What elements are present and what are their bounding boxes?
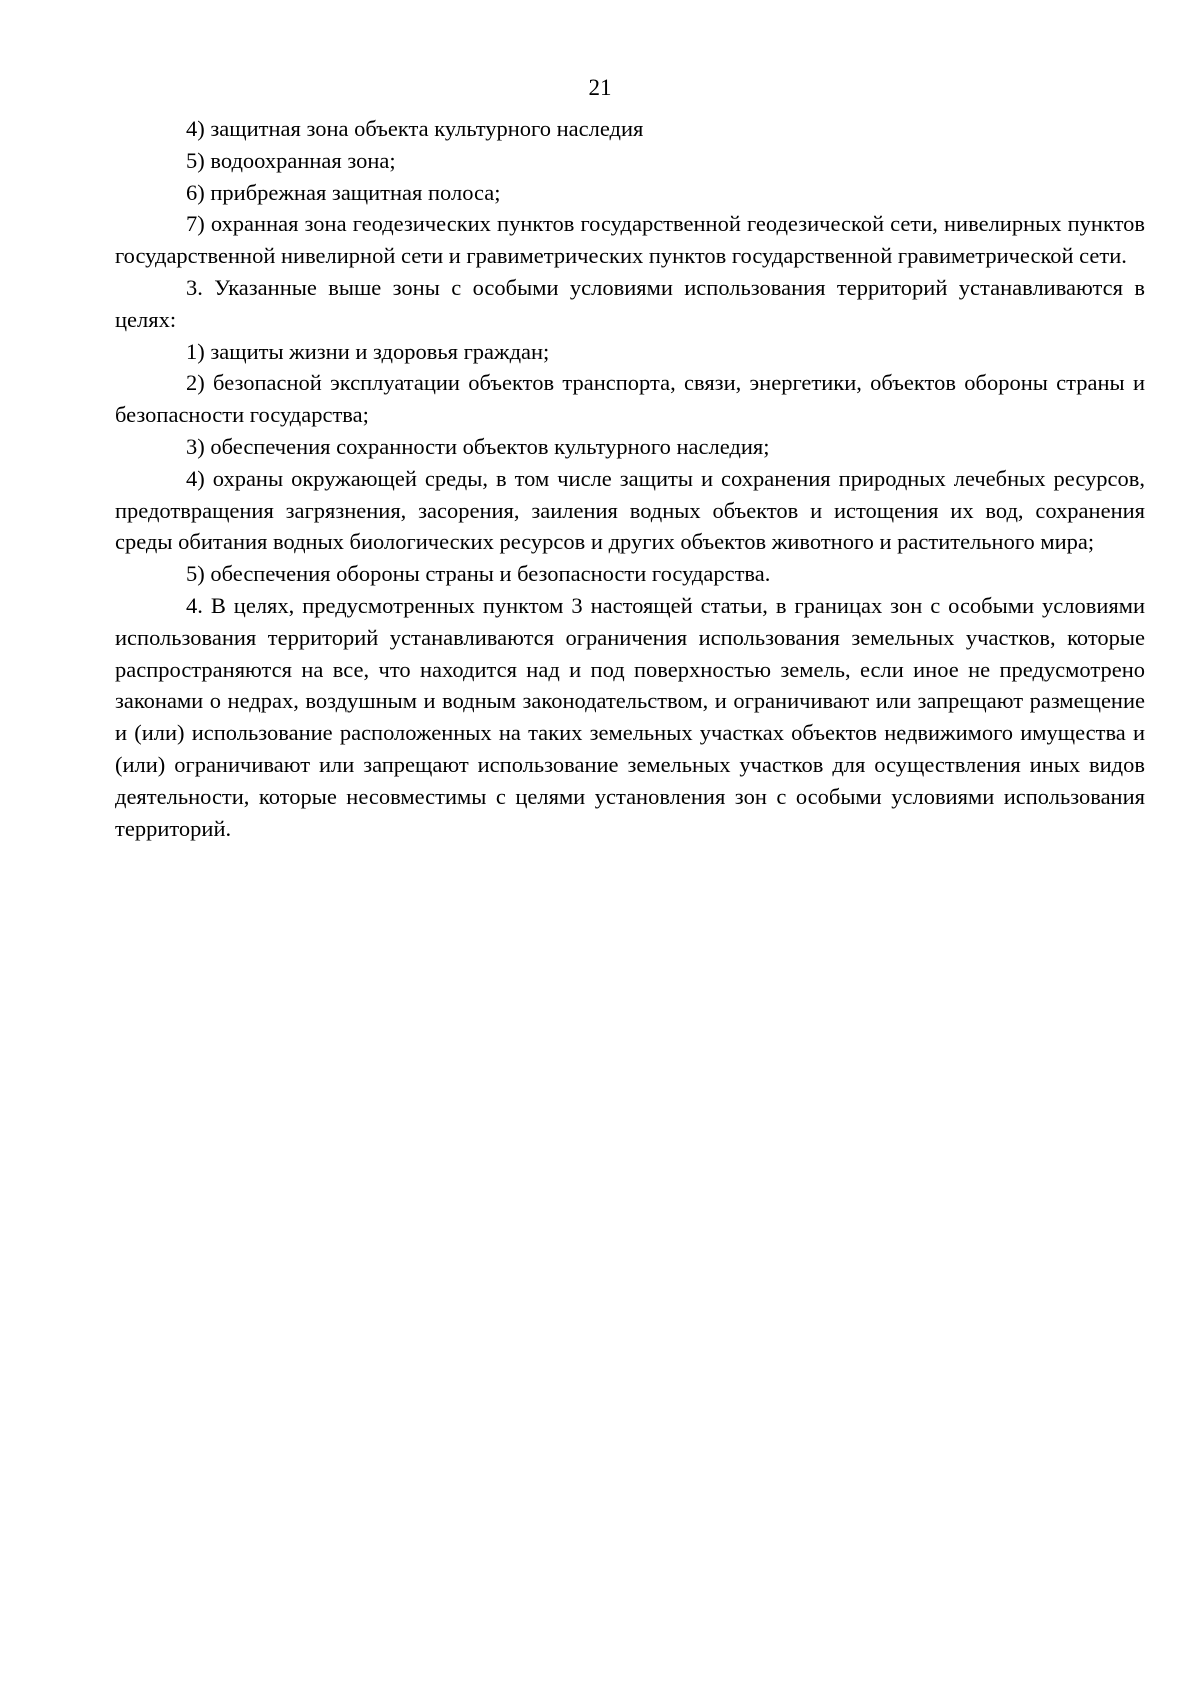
clause-paragraph: 4. В целях, предусмотренных пунктом 3 настоящей статьи, в границах зон с особыми условиями использования территорий устанавливаются ограничения использования земельных участков, которые распространяются на все, что находится над и под поверхностью земель, если иное не предусмотрено законами о недрах, воздушным и водным законодательством, и ограничивают или запрещают размещение и (или) использование расположенных на таких земельных участках объектов недвижимого имущества и (или) ограничивают или запрещают использование земельных участков для осуществления иных видов деятельности, которые несовместимы с целями установления зон с особыми условиями использования территорий. — [115, 592, 1145, 841]
list-item: 2) безопасной эксплуатации объектов транспорта, связи, энергетики, объектов обороны страны и безопасности государства; — [115, 370, 1145, 428]
list-item: 6) прибрежная защитная полоса; — [186, 179, 501, 205]
clause-paragraph: 3. Указанные выше зоны с особыми условиями использования территорий устанавливаются в целях: — [115, 274, 1145, 332]
list-item: 5) водоохранная зона; — [186, 147, 396, 173]
list-item: 1) защиты жизни и здоровья граждан; — [186, 338, 550, 364]
list-item: 3) обеспечения сохранности объектов культурного наследия; — [186, 433, 770, 459]
list-item: 5) обеспечения обороны страны и безопасности государства. — [186, 561, 771, 587]
list-item: 7) охранная зона геодезических пунктов государственной геодезической сети, нивелирных пунктов государственной нивелирной сети и гравиметрических пунктов государственной гравиметрической сети. — [115, 211, 1145, 269]
list-item: 4) охраны окружающей среды, в том числе защиты и сохранения природных лечебных ресурсов, предотвращения загрязнения, засорения, заиления водных объектов и истощения их вод, сохранения среды обитания водных биологических ресурсов и других объектов животного и растительного мира; — [115, 465, 1145, 555]
list-item: 4) защитная зона объекта культурного наследия — [186, 116, 644, 141]
document-body — [115, 113, 1145, 844]
page-number: 21 — [588, 75, 612, 100]
